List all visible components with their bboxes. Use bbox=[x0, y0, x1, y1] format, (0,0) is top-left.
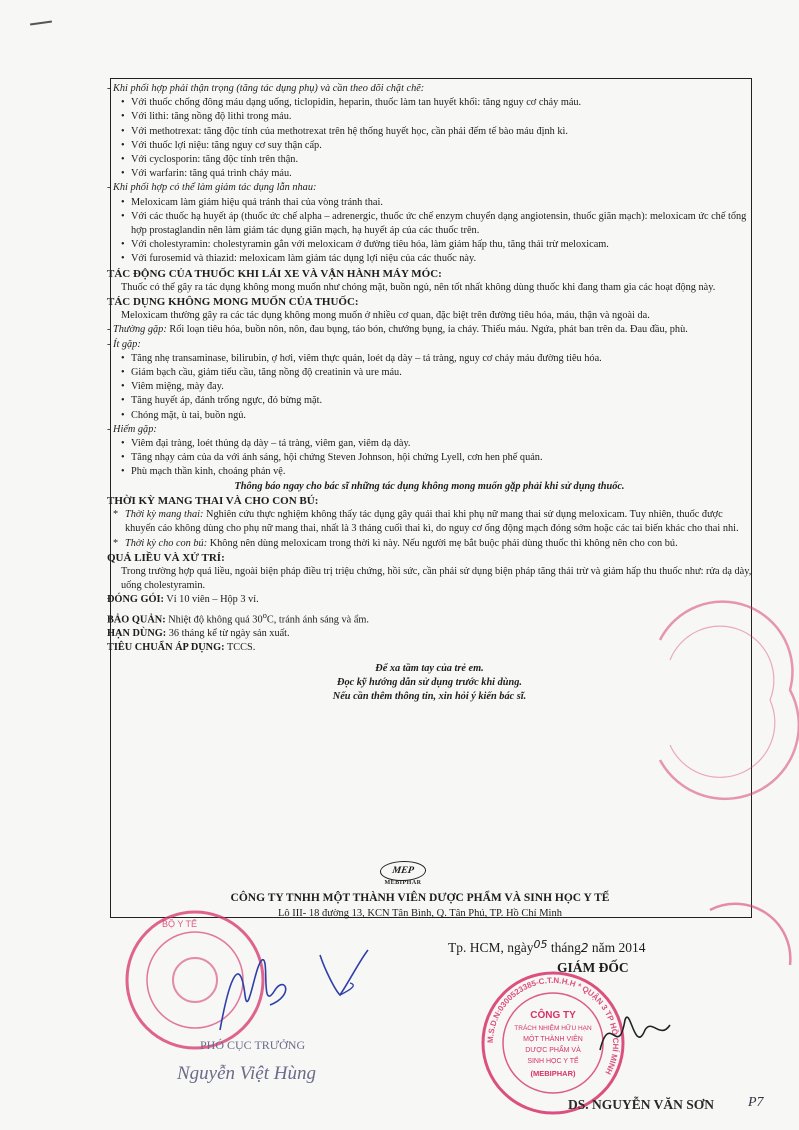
uncommon-header: - Ít gặp: bbox=[107, 338, 141, 350]
storage-degree: o bbox=[262, 609, 267, 620]
common-text: Rối loạn tiêu hóa, buồn nôn, nôn, đau bụng, táo bón, chướng bụng, ỉa chảy. Thiếu máu. Ngứa, phát ban trên da. Đau đầu, phù. bbox=[166, 324, 688, 336]
rare-label: Hiếm gặp: bbox=[113, 423, 157, 435]
lactation-text: Không nên dùng meloxicam trong thời kì này. Nếu người mẹ bắt buộc phải dùng thuốc thì không nên cho con bú. bbox=[207, 537, 678, 549]
pregnancy-label: Thời kỳ mang thai: bbox=[125, 509, 204, 521]
director-title: GIÁM ĐỐC bbox=[557, 960, 629, 975]
side-effects-notice: Thông báo ngay cho bác sĩ những tác dụng không mong muốn gặp phải khi sử dụng thuốc. bbox=[234, 480, 625, 492]
uncommon-item: • Tăng huyết áp, đánh trống ngực, đỏ bừng mặt. bbox=[107, 394, 752, 408]
uncommon-item: • Tăng nhẹ transaminase, bilirubin, ợ hơi, viêm thực quản, loét dạ dày – tá tràng, nguy cơ chảy máu đường tiêu hóa. bbox=[107, 352, 752, 366]
pregnancy-text: Nghiên cứu thực nghiệm không thấy tác dụng gây quái thai khi phụ nữ mang thai sử dụng meloxicam. Tuy nhiên, thuốc được khuyến cáo không dùng cho phụ nữ mang thai, nhất là 3 tháng cuối thai kì, do nguy cơ ống động mạch đóng sớm hoặc các tai biến khác cho thai nhi. bbox=[125, 509, 739, 535]
pregnancy-item: * Thời kỳ mang thai: Nghiên cứu thực nghiệm không thấy tác dụng gây quái thai khi phụ nữ mang thai sử dụng meloxicam. Tuy nhiên, thuốc được khuyến cáo không dùng cho phụ nữ mang thai, nhất là 3 tháng cuối thai kì, do nguy cơ ống động mạch đóng sớm hoặc các tai biến khác cho thai nhi. bbox=[113, 509, 739, 535]
deputy-signature bbox=[200, 935, 380, 1045]
expiry-label: HẠN DÙNG: bbox=[107, 628, 167, 640]
standard-label: TIÊU CHUẨN ÁP DỤNG: bbox=[107, 642, 225, 654]
date-month: 2 bbox=[580, 941, 589, 955]
company-stamp-line: TRÁCH NHIỆM HỮU HẠN bbox=[514, 1025, 592, 1032]
rare-item: • Phù mạch thần kinh, choáng phản vệ. bbox=[107, 465, 752, 479]
standard-value: TCCS. bbox=[224, 642, 256, 654]
company-stamp-line: SINH HỌC Y TẾ bbox=[527, 1058, 579, 1065]
rare-item: • Viêm đại tràng, loét thủng dạ dày – tá tràng, viêm gan, viêm dạ dày. bbox=[107, 437, 752, 451]
overdose-text: Trong trường hợp quá liều, ngoài biện pháp điều trị triệu chứng, hồi sức, cần phải sử dụng biện pháp tăng thải trừ và giảm hấp thu thuốc như: rửa dạ dày, uống cholestyramin. bbox=[121, 565, 752, 592]
reduce-item: • Với cholestyramin: cholestyramin gắn với meloxicam ở đường tiêu hóa, làm giảm hấp thu, tăng thải trừ meloxicam. bbox=[107, 238, 752, 252]
director-name: DS. NGUYỄN VĂN SƠN bbox=[568, 1097, 715, 1112]
packaging-label: ĐÓNG GÓI: bbox=[107, 594, 164, 606]
company-stamp-line: CÔNG TY bbox=[530, 1010, 576, 1021]
caution-item: • Với lithi: tăng nồng độ lithi trong máu. bbox=[107, 110, 752, 124]
rare-item: • Tăng nhạy cảm của da với ánh sáng, hội chứng Steven Johnson, hội chứng Lyell, cơn hen phế quản. bbox=[107, 451, 752, 465]
caution-item: • Với warfarin: tăng quá trình chảy máu. bbox=[107, 167, 752, 181]
side-effects-intro: Meloxicam thường gây ra các tác dụng không mong muốn ở nhiều cơ quan, đặc biệt trên đường tiêu hóa, máu, thận và ngoài da. bbox=[121, 310, 650, 322]
leaflet-content bbox=[107, 82, 752, 704]
warning-line: Đọc kỹ hướng dẫn sử dụng trước khi dùng. bbox=[337, 676, 522, 688]
company-stamp-line: MỘT THÀNH VIÊN bbox=[523, 1036, 583, 1043]
uncommon-item: • Giảm bạch cầu, giảm tiểu cầu, tăng nồng độ creatinin và ure máu. bbox=[107, 366, 752, 380]
partial-margin-stamp bbox=[620, 630, 799, 770]
company-address: Lô III- 18 đường 13, KCN Tân Bình, Q. Tân Phú, TP. Hồ Chí Minh bbox=[278, 908, 562, 919]
date-year: năm 2014 bbox=[588, 940, 646, 955]
partial-stamp-inner-arc bbox=[670, 626, 775, 777]
date-prefix: Tp. HCM, ngày bbox=[448, 940, 534, 955]
logo-caption: MEBIPHAR bbox=[384, 880, 422, 886]
uncommon-item: • Viêm miệng, mày đay. bbox=[107, 380, 752, 394]
company-stamp-line: (MEBIPHAR) bbox=[530, 1069, 576, 1078]
partial-stamp-outer-arc bbox=[660, 602, 799, 799]
uncommon-item: • Chóng mặt, ù tai, buồn ngủ. bbox=[107, 409, 752, 423]
company-name: CÔNG TY TNHH MỘT THÀNH VIÊN DƯỢC PHẨM VÀ SINH HỌC Y TẾ bbox=[230, 892, 610, 904]
caution-header: - Khi phối hợp phải thận trọng (tăng tác dụng phụ) và cần theo dõi chặt chẽ: bbox=[107, 83, 425, 94]
reduce-item: • Meloxicam làm giảm hiệu quả tránh thai của vòng tránh thai. bbox=[107, 196, 752, 210]
company-logo bbox=[368, 860, 438, 886]
driving-heading: TÁC ĐỘNG CỦA THUỐC KHI LÁI XE VÀ VẬN HÀNH MÁY MÓC: bbox=[107, 267, 442, 280]
storage-value: Nhiệt độ không quá 30 bbox=[165, 613, 263, 625]
storage-value-end: C, tránh ánh sáng và ẩm. bbox=[266, 613, 369, 625]
caution-item: • Với thuốc chống đông máu dạng uống, ticlopidin, heparin, thuốc làm tan huyết khối: tăng nguy cơ chảy máu. bbox=[107, 96, 752, 110]
deputy-name: Nguyễn Việt Hùng bbox=[177, 1063, 316, 1084]
reduce-header: - Khi phối hợp có thể làm giảm tác dụng lẫn nhau: bbox=[107, 182, 317, 194]
warning-line: Để xa tầm tay của trẻ em. bbox=[375, 662, 484, 674]
common-label: Thường gặp: bbox=[113, 324, 167, 336]
corner-mark bbox=[30, 20, 52, 25]
company-stamp-line: DƯỢC PHẨM VÀ bbox=[525, 1047, 581, 1054]
expiry-value: 36 tháng kể từ ngày sản xuất. bbox=[166, 628, 290, 640]
caution-item: • Với thuốc lợi niệu: tăng nguy cơ suy thận cấp. bbox=[107, 139, 752, 153]
warning-line: Nếu cần thêm thông tin, xin hỏi ý kiến bác sĩ. bbox=[332, 690, 527, 702]
company-stamp-ring-text: M.S.D.N:0300523385-C.T.N.H.H * QUẬN 3 TP HỒ CHÍ MINH bbox=[485, 975, 621, 1077]
reduce-item: • Với furosemid và thiazid: meloxicam làm giảm tác dụng lợi niệu của các thuốc này. bbox=[107, 252, 752, 266]
caution-item: • Với methotrexat: tăng độc tính của methotrexat trên hệ thống huyết học, cần phải đếm tế bào máu định kì. bbox=[107, 125, 752, 139]
packaging-line bbox=[107, 593, 752, 607]
reduce-item: • Với các thuốc hạ huyết áp (thuốc ức chế alpha – adrenergic, thuốc ức chế enzym chuyển dạng angiotensin, thuốc giãn mạch): meloxicam ức chế tổng hợp prostaglandin nên làm giảm tác dụng giãn mạch, hạ huyết áp của các thuốc trên. bbox=[107, 210, 752, 238]
common-effects: - Thường gặp: Rối loạn tiêu hóa, buồn nôn, nôn, đau bụng, táo bón, chướng bụng, ỉa chảy. Thiếu máu. Ngứa, phát ban trên da. Đau đầu, phù. bbox=[107, 324, 688, 336]
packaging-value: Vỉ 10 viên – Hộp 3 vỉ. bbox=[163, 594, 259, 606]
deputy-title: PHÓ CỤC TRƯỞNG bbox=[200, 1038, 306, 1052]
director-signature bbox=[590, 1000, 680, 1070]
storage-line bbox=[107, 608, 752, 628]
side-effects-heading: TÁC DỤNG KHÔNG MONG MUỐN CỦA THUỐC: bbox=[107, 296, 359, 309]
date-day: 05 bbox=[533, 938, 548, 951]
lactation-label: Thời kỳ cho con bú: bbox=[125, 537, 208, 549]
signoff-date bbox=[448, 938, 646, 956]
rare-header: - Hiếm gặp: bbox=[107, 423, 157, 435]
storage-label: BẢO QUẢN: bbox=[107, 613, 166, 625]
caution-item: • Với cyclosporin: tăng độc tính trên thận. bbox=[107, 153, 752, 167]
company-stamp-inner-ring bbox=[503, 993, 603, 1093]
overdose-heading: QUÁ LIỀU VÀ XỬ TRÍ: bbox=[107, 551, 225, 564]
ministry-stamp-label: BỘ Y TẾ bbox=[162, 919, 198, 929]
pregnancy-heading: THỜI KỲ MANG THAI VÀ CHO CON BÚ: bbox=[107, 494, 319, 507]
logo-mark: MEP bbox=[379, 861, 428, 881]
partial-stamp-outer-arc bbox=[710, 904, 790, 965]
date-month-prefix: tháng bbox=[547, 940, 581, 955]
driving-text: Thuốc có thể gây ra tác dụng không mong muốn như chóng mặt, buồn ngủ, nên tốt nhất không dùng thuốc khi đang tham gia các hoạt động này. bbox=[121, 281, 716, 293]
lactation-item: * Thời kỳ cho con bú: Không nên dùng meloxicam trong thời kì này. Nếu người mẹ bắt buộc phải dùng thuốc thì không nên cho con bú. bbox=[113, 537, 678, 549]
uncommon-label: Ít gặp: bbox=[113, 338, 141, 350]
page-mark: P7 bbox=[748, 1095, 764, 1110]
partial-edge-stamp bbox=[690, 905, 799, 995]
